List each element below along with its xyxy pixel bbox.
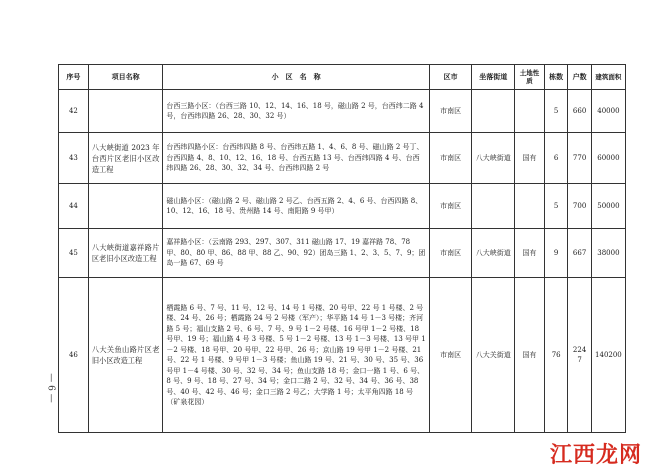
cell-land: 国有 xyxy=(515,133,545,184)
cell-buildings: 76 xyxy=(544,278,567,433)
header-street: 坐落街道 xyxy=(472,65,515,90)
header-no: 序号 xyxy=(59,65,89,90)
cell-land: 国有 xyxy=(515,278,545,433)
project-table xyxy=(58,64,626,433)
site-watermark: 江西龙网 xyxy=(546,438,646,469)
cell-project: 八大关鱼山路片区老旧小区改造工程 xyxy=(88,278,163,433)
cell-district: 市南区 xyxy=(429,133,472,184)
cell-project xyxy=(88,184,163,229)
cell-project: 八大峡街道 2023 年台西片区老旧小区改造工程 xyxy=(88,133,163,184)
cell-no: 42 xyxy=(59,90,89,133)
cell-area: 38000 xyxy=(591,229,625,278)
header-district: 区市 xyxy=(429,65,472,90)
header-community: 小 区 名 称 xyxy=(163,65,429,90)
cell-community: 栖霞路 6 号、7 号、11 号、12 号、14 号 1 号楼、20 号甲、22 号 1 号楼、2 号楼、24 号、26 号；栖霞路 24 号 2 号楼（军产）；华平路 14 号 1－3 号楼；齐河路 5 号；福山支路 2 号、6 号、7 号、9 号 1－2 号楼、16 号甲 1－2 号楼、18 号甲、19 号；福山路 4 号 3 号楼、5 号 1－2 号楼、13 号 1－3 号楼、13 号甲 1－2 号楼、18 号甲、20 号甲、22 号甲、26 号；京山路 19 号甲 1－2 号楼、21 号、22 号 1 号楼、9 号甲 1－3 号楼；鱼山路 19 号、21 号、30 号、35 号、36 号甲 1－4 号楼、30 号、32 号、34 号；鱼山支路 18 号；金口一路 1 号、6 号、8 号、9 号、18 号、27 号、34 号；金口二路 2 号、32 号、34 号、36 号、38 号、40 号、42 号、46 号；金口三路 2 号乙；大学路 1 号；太平角四路 18 号（矿泉花园） xyxy=(163,278,429,433)
cell-buildings: 9 xyxy=(544,229,567,278)
cell-community: 台西纬四路小区：台西纬四路 8 号、台西纬五路 1、4、6、8 号、磁山路 2 号丁、台西四路 4、8、10、12、16、18 号、台西五路 13 号、台西纬四路 4 号、台西纬四路 26、28、30、32、34 号、台西纬四路 2 号 xyxy=(163,133,429,184)
cell-land xyxy=(515,90,545,133)
cell-community: 台西三路小区：（台西三路 10、12、14、16、18 号，磁山路 2 号，台西纬二路 4 号，台西纬四路 26、28、30、32 号） xyxy=(163,90,429,133)
table-row xyxy=(59,90,626,133)
cell-street: 八大关街道 xyxy=(472,278,515,433)
cell-street xyxy=(472,90,515,133)
cell-project: 八大峡街道嘉祥路片区老旧小区改造工程 xyxy=(88,229,163,278)
table-row xyxy=(59,133,626,184)
table-row xyxy=(59,278,626,433)
cell-district: 市南区 xyxy=(429,90,472,133)
header-land: 土地性质 xyxy=(515,65,545,90)
table-header-row xyxy=(59,65,626,90)
cell-households: 660 xyxy=(568,90,591,133)
cell-street xyxy=(472,184,515,229)
cell-project xyxy=(88,90,163,133)
cell-district: 市南区 xyxy=(429,278,472,433)
cell-households: 770 xyxy=(568,133,591,184)
cell-land xyxy=(515,184,545,229)
cell-households: 700 xyxy=(568,184,591,229)
cell-district: 市南区 xyxy=(429,184,472,229)
cell-land: 国有 xyxy=(515,229,545,278)
cell-households: 667 xyxy=(568,229,591,278)
cell-street: 八大峡街道 xyxy=(472,229,515,278)
cell-no: 46 xyxy=(59,278,89,433)
cell-no: 44 xyxy=(59,184,89,229)
cell-no: 45 xyxy=(59,229,89,278)
cell-buildings: 5 xyxy=(544,90,567,133)
cell-street: 八大峡街道 xyxy=(472,133,515,184)
cell-buildings: 6 xyxy=(544,133,567,184)
cell-community: 磁山路小区：（磁山路 2 号、磁山路 2 号乙、台西五路 2、4、6 号、台西四路 8、10、12、16、18 号、贵州路 14 号、南阳路 9 号甲） xyxy=(163,184,429,229)
page-number: — 6 — xyxy=(45,373,56,403)
header-project: 项目名称 xyxy=(88,65,163,90)
table-row xyxy=(59,184,626,229)
cell-area: 140200 xyxy=(591,278,625,433)
header-buildings: 栋数 xyxy=(544,65,567,90)
cell-area: 50000 xyxy=(591,184,625,229)
header-households: 户数 xyxy=(568,65,591,90)
cell-no: 43 xyxy=(59,133,89,184)
table-row xyxy=(59,229,626,278)
cell-area: 40000 xyxy=(591,90,625,133)
header-area: 建筑面积 xyxy=(591,65,625,90)
cell-district: 市南区 xyxy=(429,229,472,278)
cell-area: 60000 xyxy=(591,133,625,184)
cell-households: 2247 xyxy=(568,278,591,433)
cell-buildings: 5 xyxy=(544,184,567,229)
cell-community: 嘉祥路小区：（云南路 293、297、307、311 磁山路 17、19 嘉祥路 78、78 甲、80、80 甲、86、88 甲、88 乙、90、92）团岛三路 1、2、3、5、7、9；团岛一路 67、69 号 xyxy=(163,229,429,278)
